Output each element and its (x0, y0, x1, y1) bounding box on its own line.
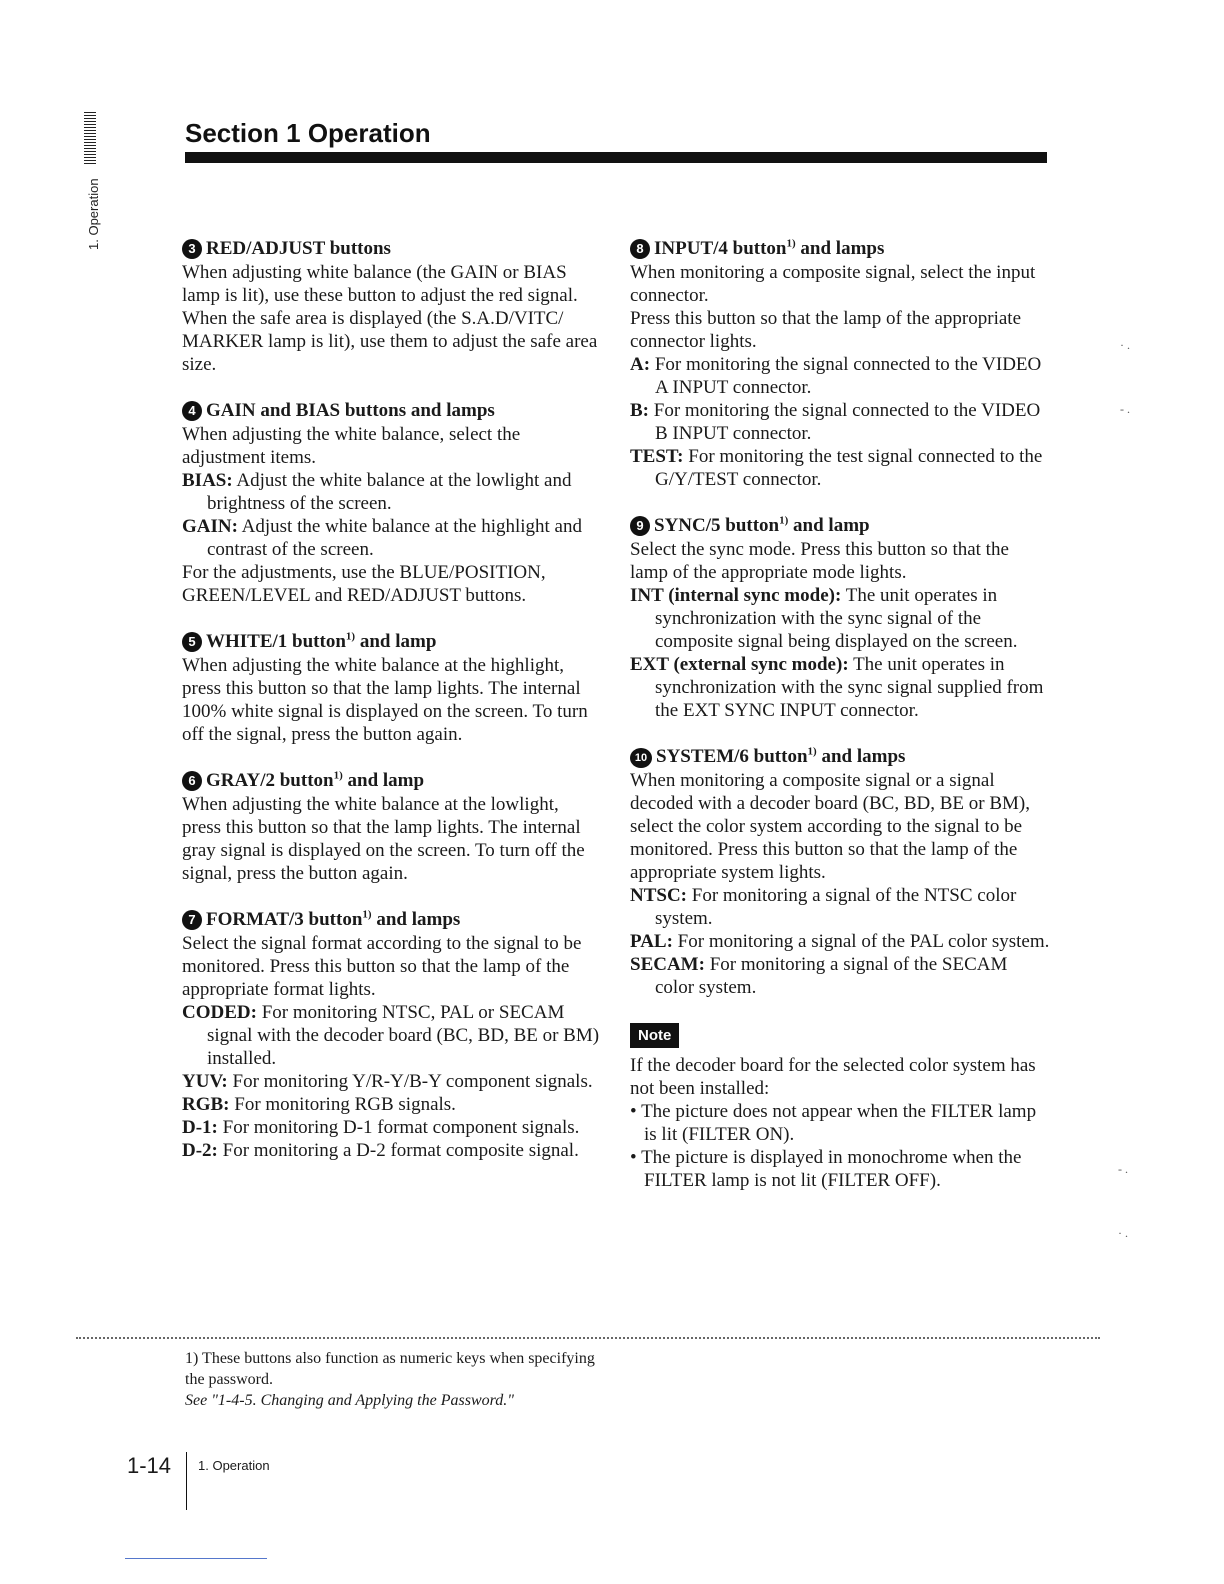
item-title: SYSTEM/6 button (656, 746, 808, 767)
item-block (182, 629, 602, 746)
item-block (182, 398, 602, 607)
item-paragraph: When adjusting the white balance, select the adjustment items. (182, 424, 521, 468)
item-heading (630, 236, 1050, 261)
definition-item (630, 953, 1050, 999)
page-number: 1-14 (127, 1453, 172, 1478)
item-paragraph: When adjusting the white balance at the highlight, press this button so that the lamp lights. The internal 100% white signal is displayed on the screen. To turn off the signal, press the button again. (182, 655, 588, 745)
item-block (630, 744, 1050, 999)
item-block (182, 907, 602, 1162)
item-block (182, 236, 602, 376)
item-number-badge: 7 (182, 910, 202, 930)
item-paragraph: When adjusting the white balance at the lowlight, press this button so that the lamp lights. The internal gray signal is displayed on the screen. To turn off the signal, press the button again. (182, 794, 585, 884)
left-column (182, 236, 602, 1184)
item-block (182, 768, 602, 885)
footnote-divider (76, 1337, 1100, 1339)
definition-term: PAL: (630, 931, 673, 952)
definition-text: The unit operates in synchronization with the sync signal supplied from the EXT SYNC INPUT connector. (655, 654, 1044, 721)
definition-term: D-1: (182, 1117, 218, 1138)
footer-section-label: 1. Operation (198, 1458, 270, 1473)
item-number-badge: 4 (182, 401, 202, 421)
definition-term: GAIN: (182, 516, 238, 537)
footer-separator (186, 1452, 187, 1510)
scan-mark: - . (1118, 1162, 1128, 1176)
definition-term: RGB: (182, 1094, 230, 1115)
footnote-marker: 1) (779, 514, 789, 527)
definition-text: For monitoring D-1 format component signals. (222, 1117, 580, 1138)
definition-item (182, 1093, 602, 1116)
item-paragraph: Select the signal format according to the signal to be monitored. Press this button so that the lamp of the appropriate format lights. (182, 933, 582, 1000)
item-paragraph: Press this button so that the lamp of the appropriate connector lights. (630, 308, 1022, 352)
item-title: GAIN and BIAS buttons and lamps (206, 400, 495, 421)
section-title-bar (185, 152, 1047, 163)
definition-item (182, 1001, 602, 1070)
item-number-badge: 8 (630, 239, 650, 259)
note-box (630, 1021, 1050, 1192)
item-title: INPUT/4 button (654, 238, 787, 259)
definition-term: EXT (external sync mode): (630, 654, 849, 675)
definition-item (182, 1139, 602, 1162)
footnote-marker: 1) (345, 630, 356, 643)
item-title: GRAY/2 button (206, 770, 334, 791)
item-title: SYNC/5 button (654, 515, 780, 536)
definition-text: Adjust the white balance at the highlight and contrast of the screen. (207, 516, 582, 560)
item-title-suffix: and lamp (355, 631, 437, 652)
item-block (630, 513, 1050, 722)
item-number-badge: 10 (630, 748, 652, 768)
definition-term: NTSC: (630, 885, 688, 906)
item-paragraph: Select the sync mode. Press this button so that the lamp of the appropriate mode lights. (630, 539, 1009, 583)
definition-item (182, 469, 602, 515)
definition-text: Adjust the white balance at the lowlight and brightness of the screen. (207, 470, 572, 514)
definition-term: TEST: (630, 446, 684, 467)
item-title: RED/ADJUST buttons (206, 238, 391, 259)
definition-text: The unit operates in synchronization with the sync signal of the composite signal being displayed on the screen. (655, 585, 1018, 652)
item-block (630, 236, 1050, 491)
note-bullet: • The picture does not appear when the FILTER lamp is lit (FILTER ON). (630, 1101, 1037, 1145)
footnote-text: 1) These buttons also function as numeric keys when specifying the password. (185, 1350, 595, 1388)
definition-text: For monitoring Y/R-Y/B-Y component signals. (232, 1071, 593, 1092)
definition-item (630, 884, 1050, 930)
definition-term: B: (630, 400, 649, 421)
definition-item (630, 930, 1050, 953)
scan-mark: · . (1118, 1226, 1128, 1240)
item-number-badge: 5 (182, 632, 202, 652)
definition-term: BIAS: (182, 470, 233, 491)
definition-text: For monitoring a signal of the SECAM color system. (655, 954, 1008, 998)
item-title-suffix: and lamp (342, 770, 425, 791)
definition-item (630, 584, 1050, 653)
item-heading (182, 768, 602, 793)
item-number-badge: 3 (182, 239, 202, 259)
scan-mark: - . (1120, 402, 1130, 416)
item-paragraph: When monitoring a composite signal or a signal decoded with a decoder board (BC, BD, BE or BM), select the color system according to the signal to be monitored. Press this button so that the lamp of the appropriate system lights. (630, 770, 1030, 883)
scan-mark: · . (1120, 338, 1130, 352)
item-title: FORMAT/3 button (206, 909, 363, 930)
item-heading (182, 236, 602, 261)
definition-term: D-2: (182, 1140, 218, 1161)
item-title-suffix: and lamp (788, 515, 870, 536)
footnote-marker: 1) (362, 908, 372, 921)
item-title: WHITE/1 button (206, 631, 346, 652)
bottom-rule (125, 1558, 267, 1559)
item-title-suffix: and lamps (795, 238, 885, 259)
note-badge: Note (630, 1023, 679, 1048)
definition-text: For monitoring a D-2 format composite signal. (222, 1140, 579, 1161)
item-number-badge: 9 (630, 516, 650, 536)
item-heading (182, 629, 602, 654)
definition-item (182, 1116, 602, 1139)
definition-item (630, 399, 1050, 445)
footnote-marker: 1) (333, 769, 343, 782)
item-title-suffix: and lamps (816, 746, 906, 767)
item-paragraph: When adjusting white balance (the GAIN or BIAS lamp is lit), use these button to adjust the red signal. (182, 262, 578, 306)
definition-item (630, 353, 1050, 399)
right-column (630, 236, 1050, 1192)
section-tab-marker (84, 112, 96, 164)
definition-text: For monitoring RGB signals. (234, 1094, 456, 1115)
item-heading (630, 513, 1050, 538)
definition-item (630, 445, 1050, 491)
item-paragraph: When monitoring a composite signal, select the input connector. (630, 262, 1036, 306)
definition-item (630, 653, 1050, 722)
note-intro: If the decoder board for the selected color system has not been installed: (630, 1055, 1036, 1099)
item-heading (630, 744, 1050, 769)
definition-item (182, 515, 602, 561)
definition-term: SECAM: (630, 954, 705, 975)
note-bullet: • The picture is displayed in monochrome when the FILTER lamp is not lit (FILTER OFF). (630, 1147, 1022, 1191)
footnote-reference: See "1-4-5. Changing and Applying the Password." (185, 1392, 514, 1409)
definition-item (182, 1070, 602, 1093)
definition-text: For monitoring a signal of the PAL color system. (677, 931, 1050, 952)
item-heading (182, 907, 602, 932)
definition-text: For monitoring a signal of the NTSC color system. (655, 885, 1017, 929)
item-title-suffix: and lamps (371, 909, 461, 930)
definition-term: INT (internal sync mode): (630, 585, 842, 606)
footnote-marker: 1) (786, 237, 796, 250)
side-section-label: 1. Operation (86, 178, 101, 250)
definition-text: For monitoring the signal connected to the VIDEO B INPUT connector. (653, 400, 1041, 444)
item-number-badge: 6 (182, 771, 202, 791)
section-title: Section 1 Operation (185, 118, 431, 148)
definition-text: For monitoring the signal connected to the VIDEO A INPUT connector. (654, 354, 1042, 398)
definition-text: For monitoring the test signal connected to the G/Y/TEST connector. (655, 446, 1043, 490)
item-heading (182, 398, 602, 423)
definition-text: For monitoring NTSC, PAL or SECAM signal with the decoder board (BC, BD, BE or BM) installed. (207, 1002, 600, 1069)
definition-term: A: (630, 354, 651, 375)
item-paragraph: When the safe area is displayed (the S.A.D/VITC/ MARKER lamp is lit), use them to adjust the safe area size. (182, 308, 598, 375)
definition-term: YUV: (182, 1071, 228, 1092)
item-paragraph: For the adjustments, use the BLUE/POSITION, GREEN/LEVEL and RED/ADJUST buttons. (182, 562, 546, 606)
footnote (185, 1348, 605, 1411)
definition-term: CODED: (182, 1002, 257, 1023)
footnote-marker: 1) (807, 745, 817, 758)
